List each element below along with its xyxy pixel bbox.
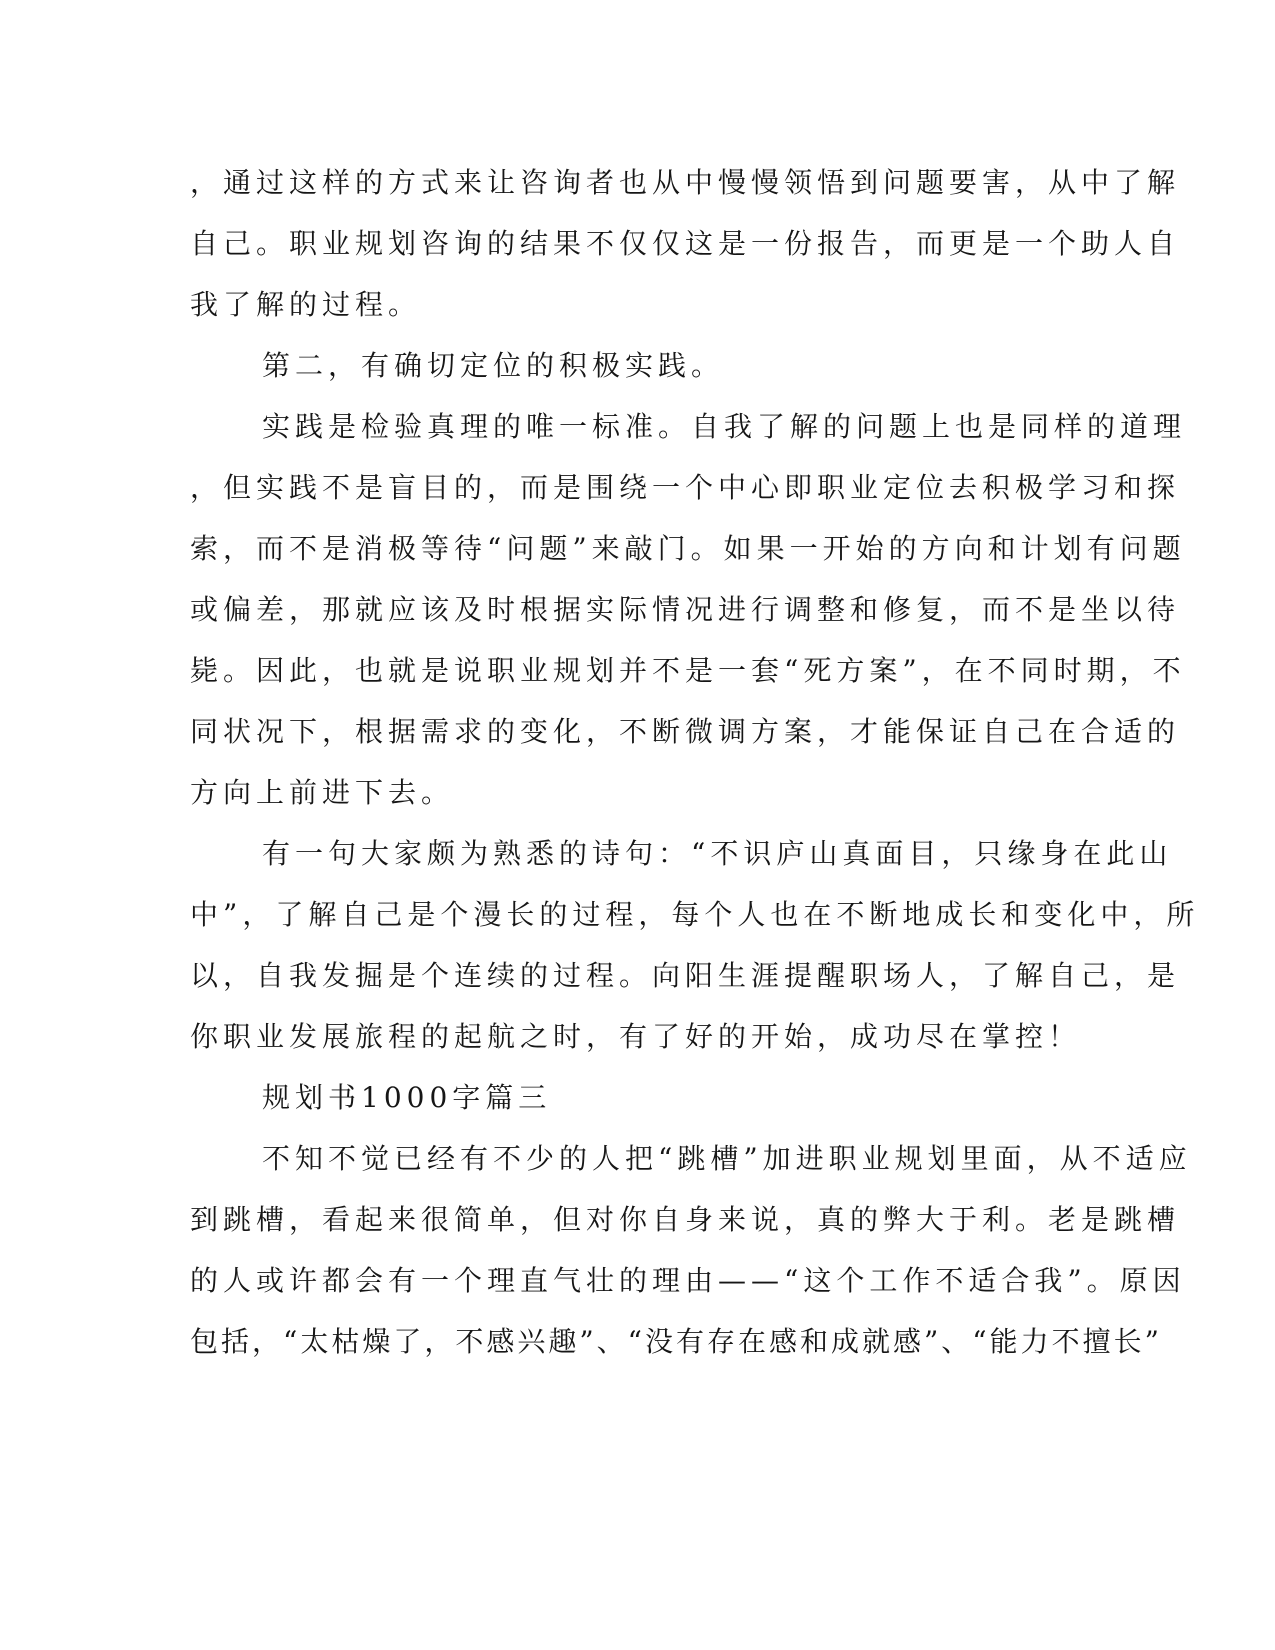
paragraph-heading: 第二，有确切定位的积极实践。 [262,349,725,382]
text-line: 中”，了解自己是个漫长的过程，每个人也在不断地成长和变化中，所 [190,898,1200,931]
text-line: 你职业发展旅程的起航之时，有了好的开始，成功尽在掌控！ [190,1020,1082,1053]
text-line: 有一句大家颇为熟悉的诗句：“不识庐山真面目，只缘身在此山 [262,837,1173,870]
text-line: 索，而不是消极等待“问题”来敲门。如果一开始的方向和计划有问题 [190,532,1186,565]
text-line: 不知不觉已经有不少的人把“跳槽”加进职业规划里面，从不适应 [262,1142,1192,1175]
text-line: 毙。因此，也就是说职业规划并不是一套“死方案”，在不同时期，不 [190,654,1186,687]
text-line: 方向上前进下去。 [190,776,455,809]
text-line: 我了解的过程。 [190,288,422,321]
text-line: 以，自我发掘是个连续的过程。向阳生涯提醒职场人，了解自己，是 [190,959,1181,992]
text-line: 自己。职业规划咨询的结果不仅仅这是一份报告，而更是一个助人自 [190,227,1181,260]
text-line: ，通过这样的方式来让咨询者也从中慢慢领悟到问题要害，从中了解 [190,166,1181,199]
text-line: 包括，“太枯燥了，不感兴趣”、“没有存在感和成就感”、“能力不擅长” [190,1325,1162,1358]
document-body [190,163,1200,1383]
text-line: 到跳槽，看起来很简单，但对你自身来说，真的弊大于利。老是跳槽 [190,1203,1181,1236]
text-line: 或偏差，那就应该及时根据实际情况进行调整和修复，而不是坐以待 [190,593,1181,626]
section-heading: 规划书1000字篇三 [262,1081,552,1114]
text-line: ，但实践不是盲目的，而是围绕一个中心即职业定位去积极学习和探 [190,471,1181,504]
text-line: 实践是检验真理的唯一标准。自我了解的问题上也是同样的道理 [262,410,1187,443]
text-line: 同状况下，根据需求的变化，不断微调方案，才能保证自己在合适的 [190,715,1181,748]
text-line: 的人或许都会有一个理直气壮的理由——“这个工作不适合我”。原因 [190,1264,1186,1297]
